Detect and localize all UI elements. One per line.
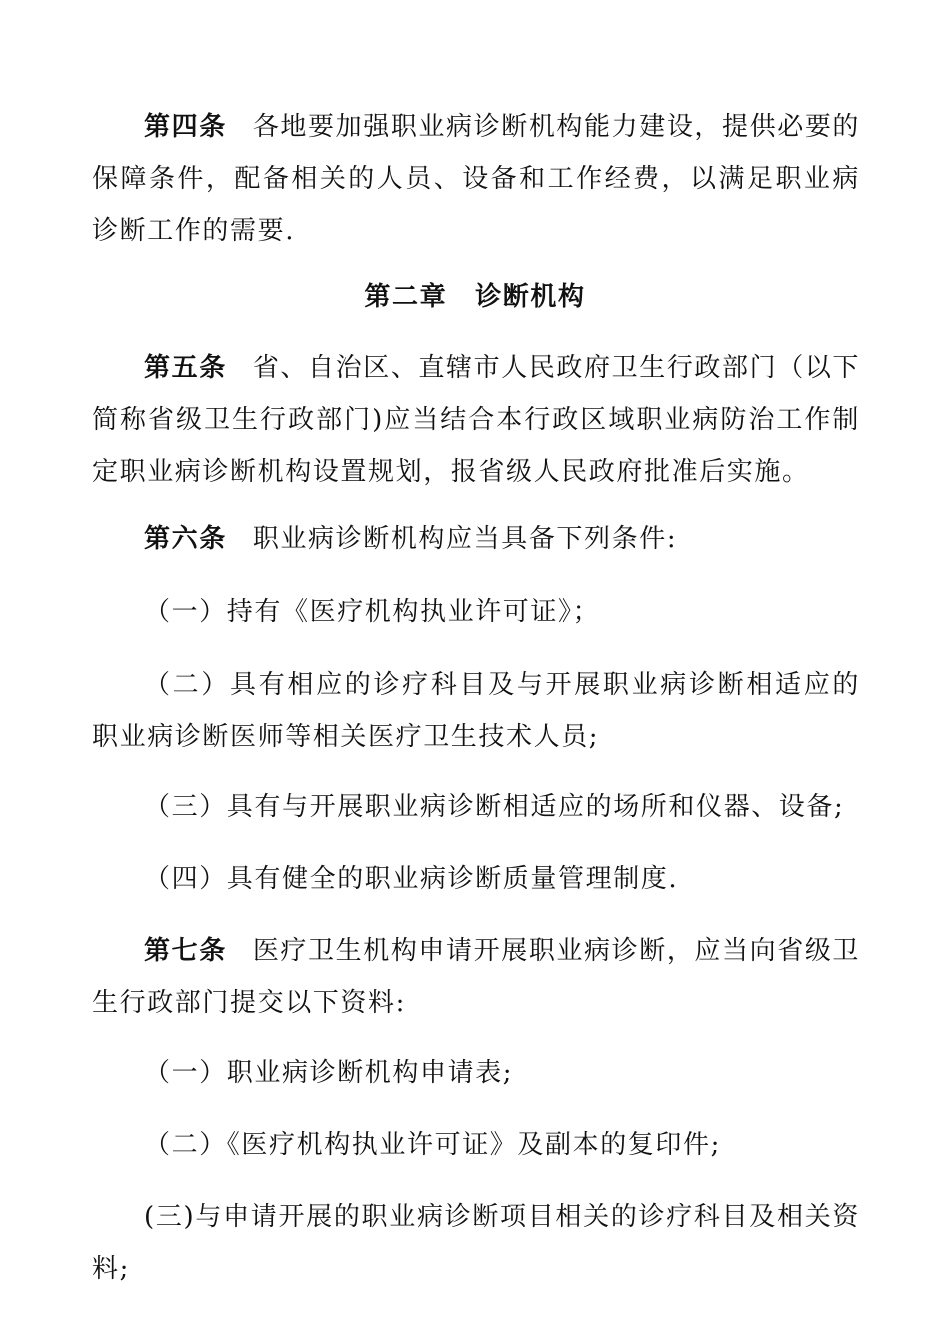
article-6-item: （三）具有与开展职业病诊断相适应的场所和仪器、设备; bbox=[144, 792, 845, 822]
article-4-text: 各地要加强职业病诊断机构能力建设，提供必要的保障条件，配备相关的人员、设备和工作经费，以满足职业病诊断工作的需要. bbox=[92, 112, 861, 246]
article-5-paragraph bbox=[92, 342, 860, 498]
article-6-text: 职业病诊断机构应当具备下列条件: bbox=[252, 524, 678, 554]
article-7-paragraph bbox=[92, 925, 860, 1029]
article-7-text: 医疗卫生机构申请开展职业病诊断，应当向省级卫生行政部门提交以下资料: bbox=[92, 936, 861, 1018]
article-6-item: （一）持有《医疗机构执业许可证》； bbox=[144, 597, 601, 627]
article-7-label: 第七条 bbox=[144, 936, 227, 966]
article-6-item: （四）具有健全的职业病诊断质量管理制度. bbox=[144, 864, 679, 894]
chapter-heading bbox=[0, 271, 950, 323]
article-5-label: 第五条 bbox=[144, 353, 227, 383]
chapter-number: 第二章 bbox=[364, 282, 448, 312]
article-7-item: (三)与申请开展的职业病诊断项目相关的诊疗科目及相关资料; bbox=[92, 1202, 860, 1284]
article-4-label: 第四条 bbox=[144, 112, 227, 142]
article-5-text: 省、自治区、直辖市人民政府卫生行政部门（以下简称省级卫生行政部门)应当结合本行政区域职业病防治工作制定职业病诊断机构设置规划，报省级人民政府批准后实施。 bbox=[92, 353, 861, 487]
article-6-item: （二）具有相应的诊疗科目及与开展职业病诊断相适应的职业病诊断医师等相关医疗卫生技术人员; bbox=[92, 670, 860, 752]
article-6-paragraph bbox=[92, 513, 860, 565]
article-7-item: （一）职业病诊断机构申请表; bbox=[144, 1058, 514, 1088]
article-7-item: （二）《医疗机构执业许可证》及副本的复印件; bbox=[144, 1130, 721, 1160]
article-4-paragraph bbox=[92, 101, 860, 257]
article-6-label: 第六条 bbox=[144, 524, 227, 554]
chapter-title: 诊断机构 bbox=[475, 282, 586, 312]
